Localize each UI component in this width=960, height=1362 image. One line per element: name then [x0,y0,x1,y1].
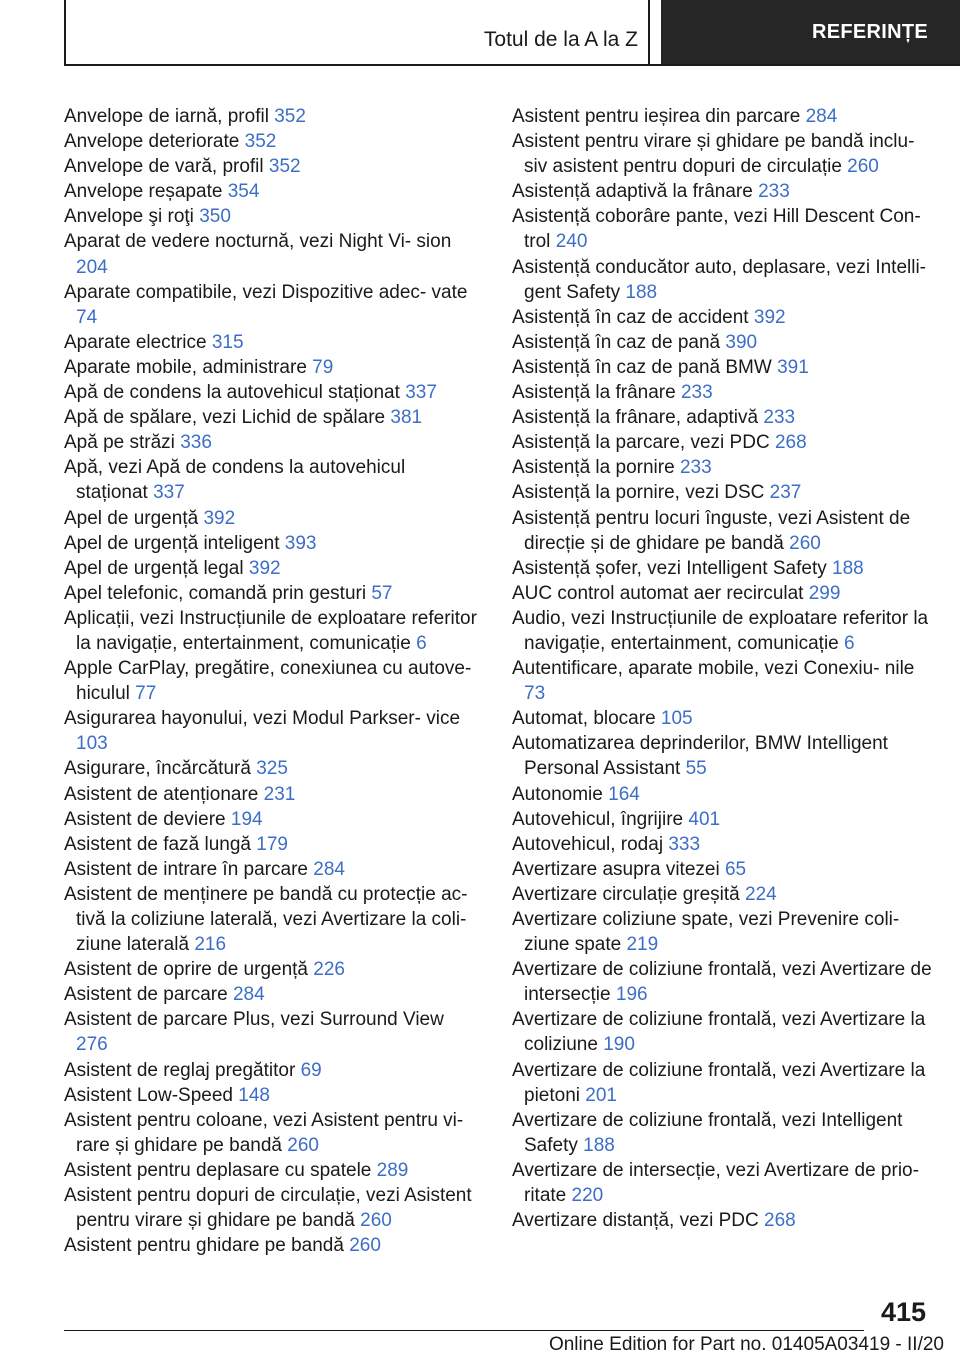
index-entry-term: Apple CarPlay, pregătire, conexiunea cu autove‐ hiculul [64,658,472,705]
index-entry-term: Avertizare distanță, vezi PDC [512,1210,759,1232]
index-entry [512,1208,932,1233]
index-entry [512,1007,932,1057]
header-divider [648,0,650,64]
page-reference-link[interactable]: 284 [232,984,265,1006]
page-reference-link[interactable]: 216 [194,934,227,956]
index-entry-term: Asistent pentru ghidare pe bandă [64,1235,344,1257]
page-reference-link[interactable]: 390 [725,331,758,353]
page-reference-link[interactable]: 188 [625,281,658,303]
page-reference-link[interactable]: 276 [76,1034,108,1056]
page-number: 415 [880,1297,926,1327]
index-entry [64,154,480,179]
index-entry [64,1158,480,1183]
index-entry [512,706,932,731]
index-entry-term: Anvelope de vară, profil [64,156,264,178]
page-reference-link[interactable]: 337 [153,482,185,504]
index-entry [64,656,480,706]
index-entry [64,857,480,882]
page-reference-link[interactable]: 354 [227,181,260,203]
index-entry-term: Aplicații, vezi Instrucțiunile de exploatare referitor la navigație, entertainment, comunicație [64,607,477,654]
index-entry [512,731,932,781]
index-entry [64,1083,480,1108]
index-entry [512,807,932,832]
index-entry-term: Asistență la frânare [512,382,676,404]
page-reference-link[interactable]: 196 [615,984,648,1006]
page-reference-link[interactable]: 220 [571,1185,604,1207]
index-entry-term: Aparate electrice [64,331,207,353]
index-entry-term: Avertizare asupra vitezei [512,858,720,880]
index-column-left [64,104,480,1258]
index-entry-term: Avertizare de coliziune frontală, vezi Avertizare la pietoni [512,1059,926,1106]
index-entry-term: Asistență pentru locuri înguste, vezi Asistent de direcție și de ghidare pe bandă [512,507,911,554]
index-entry [64,380,480,405]
index-entry [64,129,480,154]
page-reference-link[interactable]: 224 [745,883,777,905]
header-rule [64,64,960,66]
index-entry [64,1007,480,1057]
index-entry [64,606,480,656]
page-reference-link[interactable]: 74 [76,306,98,328]
index-entry [64,1058,480,1083]
index-column-right [512,104,932,1233]
index-entry [64,782,480,807]
page-reference-link[interactable]: 289 [376,1159,409,1181]
chapter-tab[interactable] [661,0,960,64]
index-entry [512,330,932,355]
index-entry [64,104,480,129]
page-reference-link[interactable]: 233 [758,181,790,203]
index-entry [64,430,480,455]
index-entry [512,455,932,480]
index-entry [512,1058,932,1108]
index-entry-term: Asistent Low-Speed [64,1084,233,1106]
index-entry [64,455,480,505]
index-entry-term: Anvelope reșapate [64,181,223,203]
page-reference-link[interactable]: 55 [685,758,707,780]
page-reference-link[interactable]: 79 [312,356,334,378]
page-reference-link[interactable]: 315 [211,331,244,353]
page-reference-link[interactable]: 299 [808,582,841,604]
page-reference-link[interactable]: 284 [805,106,838,127]
index-entry-term: Audio, vezi Instrucțiunile de exploatare referitor la navigație, entertainment, comunicație [512,607,929,654]
index-entry [512,355,932,380]
index-entry-term: Apel de urgență legal [64,557,244,579]
index-entry-term: Asigurare, încărcătură [64,758,251,780]
index-entry [64,957,480,982]
page-reference-link[interactable]: 392 [248,557,281,579]
page-reference-link[interactable]: 392 [203,507,236,529]
index-entry-term: Asistent de intrare în parcare [64,858,308,880]
page-reference-link[interactable]: 103 [76,733,108,755]
index-entry [64,556,480,581]
page-reference-link[interactable]: 260 [349,1235,381,1257]
index-entry [512,305,932,330]
index-entry [64,204,480,229]
index-entry [512,656,932,706]
page-reference-link[interactable]: 237 [769,482,802,504]
index-entry [512,506,932,556]
index-entry-term: Avertizare de coliziune frontală, vezi Avertizare de intersecție [512,959,932,1006]
index-entry [64,280,480,330]
page-reference-link[interactable]: 201 [585,1084,617,1106]
index-entry-term: Asistent de menținere pe bandă cu protecție ac‐ tivă la coliziune laterală, vezi Avertizare la coli‐ ziune laterală [64,883,468,956]
index-entry [512,1108,932,1158]
index-entry-term: Asistență șofer, vezi Intelligent Safety [512,557,827,579]
page-reference-link[interactable]: 6 [416,632,427,654]
index-entry-term: Apel telefonic, comandă prin gesturi [64,582,367,604]
index-entry [64,1108,480,1158]
page-reference-link[interactable]: 6 [844,632,855,654]
page-reference-link[interactable]: 333 [668,833,701,855]
index-entry-term: Apel de urgență inteligent [64,532,280,554]
page-reference-link[interactable]: 284 [313,858,345,880]
page-reference-link[interactable]: 226 [313,959,345,981]
index-entry [64,229,480,279]
footer-rule [64,1330,864,1331]
page-reference-link[interactable]: 179 [256,833,288,855]
index-entry-term: Asistență în caz de pană BMW [512,356,772,378]
index-entry [64,882,480,957]
index-entry-term: Autonomie [512,783,603,805]
index-entry-term: Asistență la parcare, vezi PDC [512,432,770,454]
page-reference-link[interactable]: 219 [626,934,659,956]
index-entry-term: Aparate compatibile, vezi Dispozitive adec‐ vate [64,281,468,303]
index-entry-term: Apă de spălare, vezi Lichid de spălare [64,407,386,429]
index-entry [512,104,932,129]
page-reference-link[interactable]: 260 [847,156,879,178]
index-entry [512,907,932,957]
index-entry-term: Asistență coborâre pante, vezi Hill Descent Con‐ trol [512,206,921,253]
chapter-tab-label: REFERINȚE [811,20,928,43]
index-entry-term: Anvelope de iarnă, profil [64,106,269,127]
page-reference-link[interactable]: 337 [405,382,437,404]
index-entry [512,581,932,606]
page-reference-link[interactable]: 260 [360,1210,392,1232]
index-entry-term: Autovehicul, îngrijire [512,808,684,830]
index-entry-term: Asistență în caz de accident [512,306,749,328]
page-reference-link[interactable]: 268 [764,1210,796,1232]
index-entry [64,706,480,756]
index-entry [512,129,932,179]
index-entry [512,857,932,882]
index-entry-term: Avertizare de coliziune frontală, vezi Intelligent Safety [512,1109,903,1156]
page-reference-link[interactable]: 352 [244,131,277,153]
index-entry-term: Asistent de fază lungă [64,833,251,855]
index-entry [64,1233,480,1258]
index-entry-term: Asistent de reglaj pregătitor [64,1059,296,1081]
page-reference-link[interactable]: 190 [603,1034,635,1056]
index-entry-term: Asistență adaptivă la frânare [512,181,753,203]
page-reference-link[interactable]: 260 [287,1134,319,1156]
index-entry [64,1183,480,1233]
index-entry-term: Asistent pentru virare și ghidare pe bandă inclu‐ siv asistent pentru dopuri de circulație [512,131,915,178]
index-entry-term: Apă pe străzi [64,432,175,454]
page-reference-link[interactable]: 73 [524,683,546,705]
index-entry [64,756,480,781]
index-entry [512,179,932,204]
index-entry-term: Asistent de parcare [64,984,228,1006]
index-entry [512,255,932,305]
index-entry [512,782,932,807]
index-entry-term: Asistență conducător auto, deplasare, vezi Intelli‐ gent Safety [512,256,927,303]
header-left-rule [64,0,66,64]
index-entry-term: Asistență la frânare, adaptivă [512,407,759,429]
page-reference-link[interactable]: 352 [274,106,306,127]
index-entry-term: Avertizare de coliziune frontală, vezi Avertizare la coliziune [512,1009,926,1056]
index-entry-term: AUC control automat aer recirculat [512,582,804,604]
index-entry-term: Automatizarea deprinderilor, BMW Intelligent Personal Assistant [512,733,888,780]
index-entry [64,405,480,430]
page-reference-link[interactable]: 260 [789,532,821,554]
section-title: Totul de la A la Z [483,28,638,51]
index-entry-term: Asistent pentru deplasare cu spatele [64,1159,372,1181]
index-entry [64,330,480,355]
index-entry [64,179,480,204]
page-reference-link[interactable]: 204 [76,256,108,278]
index-entry-term: Asistent de parcare Plus, vezi Surround View [64,1009,444,1031]
index-entry-term: Asistent pentru dopuri de circulație, vezi Asistent pentru virare și ghidare pe bandă [64,1185,472,1232]
index-entry-term: Asistență la pornire, vezi DSC [512,482,765,504]
index-entry [512,1158,932,1208]
page-reference-link[interactable]: 231 [263,783,296,805]
index-entry [512,882,932,907]
index-entry [64,506,480,531]
page-reference-link[interactable]: 381 [390,407,423,429]
index-entry [512,430,932,455]
index-entry-term: Avertizare coliziune spate, vezi Prevenire coli‐ ziune spate [512,909,900,956]
index-entry-term: Avertizare circulație greșită [512,883,740,905]
page-reference-link[interactable]: 392 [753,306,786,328]
page-reference-link[interactable]: 69 [300,1059,322,1081]
index-entry-term: Apă, vezi Apă de condens la autovehicul staționat [64,457,406,504]
index-entry-term: Automat, blocare [512,708,656,730]
page-reference-link[interactable]: 233 [680,382,713,404]
index-entry-term: Autovehicul, rodaj [512,833,664,855]
page-reference-link[interactable]: 77 [135,683,157,705]
page-reference-link[interactable]: 240 [555,231,588,253]
index-entry [512,556,932,581]
index-entry-term: Asistent pentru coloane, vezi Asistent pentru vi‐ rare și ghidare pe bandă [64,1109,464,1156]
page-reference-link[interactable]: 352 [268,156,301,178]
page-reference-link[interactable]: 194 [230,808,263,830]
index-entry-term: Autentificare, aparate mobile, vezi Conexiu‐ nile [512,658,915,680]
index-entry [64,581,480,606]
index-entry [64,832,480,857]
index-entry [64,982,480,1007]
index-entry-term: Asistent pentru ieșirea din parcare [512,106,801,127]
index-entry [512,480,932,505]
page-reference-link[interactable]: 336 [180,432,212,454]
page-reference-link[interactable]: 188 [583,1134,615,1156]
index-entry-term: Apă de condens la autovehicul staționat [64,382,400,404]
index-entry-term: Asigurarea hayonului, vezi Modul Parkser‐ vice [64,708,461,730]
page-reference-link[interactable]: 401 [688,808,721,830]
index-entry [512,380,932,405]
index-entry-term: Asistent de oprire de urgență [64,959,308,981]
index-entry-term: Aparate mobile, administrare [64,356,307,378]
index-entry-term: Asistență în caz de pană [512,331,721,353]
index-entry-term: Asistent de deviere [64,808,226,830]
index-entry [512,832,932,857]
page-reference-link[interactable]: 393 [284,532,317,554]
page-reference-link[interactable]: 268 [774,432,807,454]
page-reference-link[interactable]: 325 [256,758,288,780]
index-entry-term: Avertizare de intersecție, vezi Avertizare de prio‐ ritate [512,1159,919,1207]
index-entry-term: Anvelope şi roţi [64,206,194,228]
index-entry-term: Asistență la pornire [512,457,675,479]
index-entry [512,957,932,1007]
page-reference-link[interactable]: 233 [679,457,712,479]
index-entry [64,807,480,832]
edition-note: Online Edition for Part no. 01405A03419 - II/20 [548,1334,944,1355]
page-reference-link[interactable]: 105 [660,708,693,730]
index-entry-term: Aparat de vedere nocturnă, vezi Night Vi‐ sion [64,231,452,253]
index-entry [512,606,932,656]
page-reference-link[interactable]: 148 [238,1084,270,1106]
page-reference-link[interactable]: 233 [763,407,796,429]
page-reference-link[interactable]: 350 [199,206,231,228]
index-entry-term: Apel de urgență [64,507,199,529]
page-reference-link[interactable]: 164 [608,783,640,805]
index-entry [64,355,480,380]
index-entry [512,204,932,254]
page-reference-link[interactable]: 65 [724,858,747,880]
index-entry [64,531,480,556]
index-entry [512,405,932,430]
index-entry-term: Asistent de atenționare [64,783,259,805]
page-reference-link[interactable]: 188 [832,557,864,579]
page-reference-link[interactable]: 57 [371,582,393,604]
page-reference-link[interactable]: 391 [777,356,809,378]
index-entry-term: Anvelope deteriorate [64,131,240,153]
